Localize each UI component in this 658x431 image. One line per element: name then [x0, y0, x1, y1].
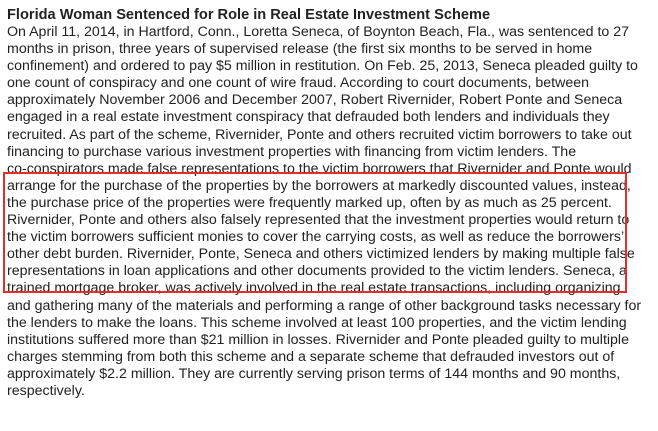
text-line: the victim borrowers sufficient monies to cover the carrying costs, as well as reduce the borrowers’	[7, 229, 625, 246]
article-title: Florida Woman Sentenced for Role in Real Estate Investment Scheme	[7, 7, 491, 23]
text-line: Rivernider, Ponte and others also falsely represented that the investment properties would return to	[7, 212, 630, 229]
text-line: engaged in a real estate investment conspiracy that defrauded both lenders and individuals they	[7, 109, 610, 126]
text-line: institutions suffered more than $21 million in losses. Rivernider and Ponte pleaded guilty to multiple	[7, 331, 629, 348]
article-body	[7, 24, 655, 400]
text-line: the purchase price of the properties were frequently marked up, often by as much as 25 percent.	[7, 194, 612, 211]
text-line: other debt burden. Rivernider, Ponte, Seneca and others victimized lenders by making multiple false	[7, 246, 635, 263]
text-line: one count of conspiracy and one count of wire fraud. According to court documents, between	[7, 75, 590, 92]
text-line: approximately November 2006 and December 2007, Robert Rivernider, Robert Ponte and Seneca	[7, 92, 623, 109]
text-line: On April 11, 2014, in Hartford, Conn., Loretta Seneca, of Boynton Beach, Fla., was sentenced to 27	[7, 24, 629, 40]
text-line: representations in loan applications and other documents provided to the victim lenders. Seneca, a	[7, 263, 627, 280]
text-line: months in prison, three years of supervised release (the first six months to be served in home	[7, 41, 593, 58]
text-line: recruited. As part of the scheme, Rivernider, Ponte and others recruited victim borrowers to take out	[7, 126, 632, 143]
text-line: arrange for the purchase of the properties by the borrowers at markedly discounted values, instead,	[7, 177, 631, 194]
text-line: approximately $2.2 million. They are currently serving prison terms of 144 months and 90 months,	[7, 365, 621, 382]
text-line: and gathering many of the materials and performing a range of other background tasks necessary for	[7, 297, 642, 314]
article	[7, 6, 655, 400]
text-line: trained mortgage broker, was actively involved in the real estate transactions, including organizing	[7, 280, 621, 297]
text-line: financing to purchase various investment properties with financing from victim lenders. The	[7, 143, 577, 160]
text-line: the lenders to make the loans. This scheme involved at least 100 properties, and the victim lending	[7, 314, 627, 331]
text-line: confinement) and ordered to pay $5 million in restitution. On Feb. 25, 2013, Seneca pleaded guilty to	[7, 58, 638, 75]
text-line: co-conspirators made false representations to the victim borrowers that Rivernider and Ponte would	[7, 160, 632, 177]
text-line: charges stemming from both this scheme and a separate scheme that defrauded investors out of	[7, 348, 615, 365]
text-line: respectively.	[7, 382, 85, 399]
